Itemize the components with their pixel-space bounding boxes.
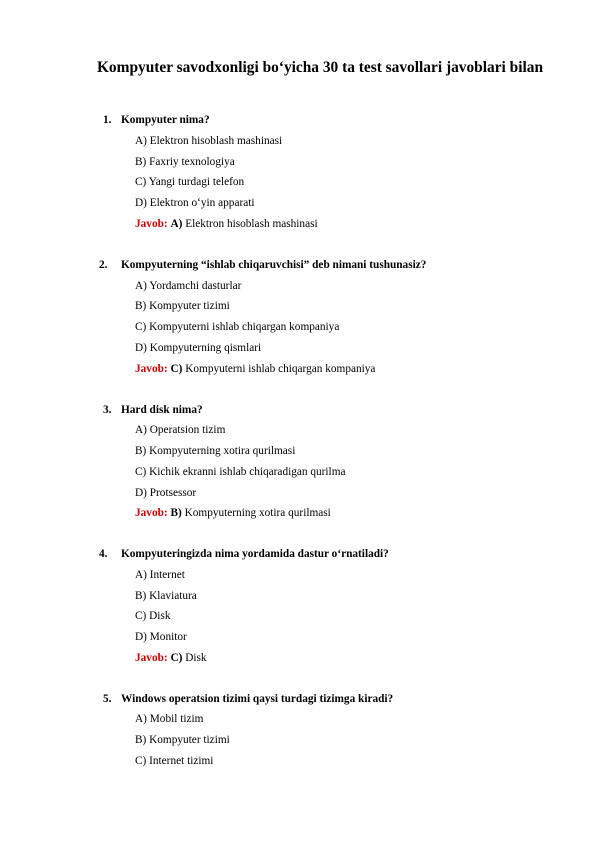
option-c: C) Kompyuterni ishlab chiqargan kompaniya [135,321,340,333]
option-c: C) Kichik ekranni ishlab chiqaradigan qurilma [135,466,346,478]
option-c: C) Internet tizimi [135,755,214,767]
question-text: Kompyuter nima? [121,114,210,126]
option-a: A) Operatsion tizim [135,424,226,436]
option-a: A) Mobil tizim [135,713,204,725]
option-a: A) Elektron hisoblash mashinasi [135,135,283,147]
answer-letter: C) [170,652,183,664]
document-title: Kompyuter savodxonligi bo‘yicha 30 ta test savollari javoblari bilan [96,59,544,76]
answer-label: Javob: [135,363,168,375]
option-c: C) Disk [135,610,171,622]
option-d: D) Monitor [135,631,187,643]
option-d: D) Protsessor [135,487,197,499]
answer-text: Kompyuterning xotira qurilmasi [184,507,331,519]
question-number: 1. [103,114,112,126]
question-number: 3. [103,404,112,416]
option-d: D) Kompyuterning qismlari [135,342,262,354]
option-d: D) Elektron o‘yin apparati [135,197,255,209]
answer-line [135,217,318,231]
answer-label: Javob: [135,652,168,664]
option-c: C) Yangi turdagi telefon [135,176,245,188]
answer-line [135,651,207,665]
question-text: Hard disk nima? [121,404,203,416]
answer-text: Elektron hisoblash mashinasi [185,218,318,230]
question-text: Kompyuterning “ishlab chiqaruvchisi” deb nimani tushunasiz? [121,259,427,271]
question-number: 2. [99,259,108,271]
question-number: 4. [99,548,108,560]
answer-letter: B) [170,507,182,519]
answer-label: Javob: [135,507,168,519]
question-text: Windows operatsion tizimi qaysi turdagi tizimga kiradi? [121,693,394,705]
option-a: A) Internet [135,569,185,581]
option-b: B) Klaviatura [135,590,197,602]
option-b: B) Kompyuterning xotira qurilmasi [135,445,296,457]
question-number: 5. [103,693,112,705]
answer-text: Disk [185,652,207,664]
option-b: B) Faxriy texnologiya [135,156,235,168]
answer-text: Kompyuterni ishlab chiqargan kompaniya [185,363,376,375]
answer-line [135,362,375,376]
answer-letter: C) [170,363,183,375]
option-b: B) Kompyuter tizimi [135,734,230,746]
answer-line [135,506,331,520]
answer-letter: A) [170,218,183,230]
answer-label: Javob: [135,218,168,230]
option-a: A) Yordamchi dasturlar [135,280,242,292]
option-b: B) Kompyuter tizimi [135,300,230,312]
question-text: Kompyuteringizda nima yordamida dastur o‘rnatiladi? [121,548,389,560]
